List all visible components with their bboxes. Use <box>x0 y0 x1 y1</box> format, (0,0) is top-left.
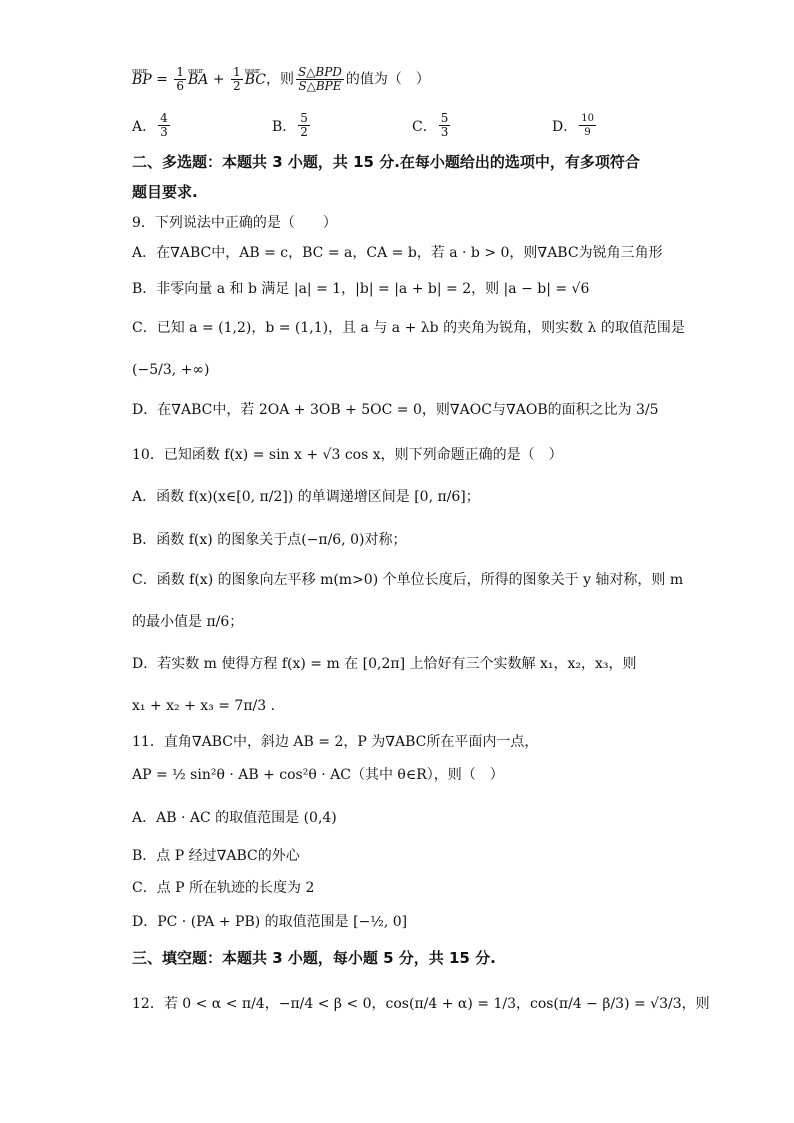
section-heading-fill-in: 三、填空题：本题共 3 小题，每小题 5 分，共 15 分. <box>132 949 496 967</box>
q8-options <box>132 112 692 139</box>
q11-option-d: D．PC · (PA + PB) 的取值范围是 [−½, 0] <box>132 914 408 930</box>
q10-option-d: D．若实数 m 使得方程 f(x) = m 在 [0,2π] 上恰好有三个实数解 x₁，x₂，x₃，则 <box>132 656 637 672</box>
fraction: $\frac{1}{2}$ <box>233 65 241 93</box>
q11-stem: 11．直角∇ABC中，斜边 AB = 2，P 为∇ABC所在平面内一点， <box>132 734 539 750</box>
q9-option-b: B．非零向量 a 和 b 满足 |a| = 1，|b| = |a + b| = 2，则 |a − b| = √6 <box>132 281 590 297</box>
q9-option-d: D．在∇ABC中，若 2OA + 3OB + 5OC = 0，则∇AOC与∇AOB的面积之比为 3/5 <box>132 402 659 418</box>
section-heading-multi-choice-cont: 题目要求. <box>132 183 198 201</box>
q10-option-d-cont: x₁ + x₂ + x₃ = 7π/3 . <box>132 698 276 714</box>
q9-option-a: A．在∇ABC中，AB = c，BC = a，CA = b，若 a · b > 0，则∇ABC为锐角三角形 <box>132 245 663 261</box>
q8-option-b: B． $\frac{5}{2}$ <box>272 111 308 139</box>
q8-option-d: D． $\frac{10}{9}$ <box>552 113 594 138</box>
q8-option-c: C． $\frac{5}{3}$ <box>412 111 449 139</box>
q10-option-c-cont: 的最小值是 π/6； <box>132 614 244 630</box>
q10-option-a: A．函数 f(x)(x∈[0, π/2]) 的单调递增区间是 [0, π/6]； <box>132 489 480 505</box>
vector-bc: uuur BC <box>245 70 266 90</box>
q9-option-c: C．已知 a = (1,2)，b = (1,1)，且 a 与 a + λb 的夹角为锐角，则实数 λ 的取值范围是 <box>132 320 685 336</box>
q11-stem-cont: AP = ½ sin²θ · AB + cos²θ · AC（其中 θ∈R），则（ ） <box>132 767 504 783</box>
q9-option-c-range: (−5/3, +∞) <box>132 362 210 378</box>
q10-stem: 10．已知函数 f(x) = sin x + √3 cos x，则下列命题正确的是（ ） <box>132 447 563 463</box>
section-heading-multi-choice: 二、多选题：本题共 3 小题，共 15 分.在每小题给出的选项中，有多项符合 <box>132 153 640 171</box>
q8-option-a: A． $\frac{4}{3}$ <box>132 111 168 139</box>
q9-stem: 9．下列说法中正确的是（ ） <box>132 215 337 231</box>
q11-option-b: B．点 P 经过∇ABC的外心 <box>132 848 300 864</box>
q10-option-b: B．函数 f(x) 的图象关于点(−π/6, 0)对称； <box>132 532 407 548</box>
q12-stem: 12．若 0 < α < π/4，−π/4 < β < 0，cos(π/4 + α) = 1/3，cos(π/4 − β/3) = √3/3，则 <box>132 996 710 1012</box>
vector-ba: uuur BA <box>188 70 208 90</box>
vector-bp: uuur BP <box>132 70 152 90</box>
area-ratio: $\frac{\text{S△BPD}}{\text{S△BPE}}$ <box>297 65 342 93</box>
q8-expression: uuur BP = $\frac{1}{6}$ uuur BA + $\frac{1}{2}$ uuur BC，则 $\frac{\text{S△BPD}}{\text{S△BPE}}$ 的值为（ ） <box>132 66 430 93</box>
fraction: $\frac{1}{6}$ <box>176 65 184 93</box>
q11-option-c: C．点 P 所在轨迹的长度为 2 <box>132 880 315 896</box>
q10-option-c: C．函数 f(x) 的图象向左平移 m(m>0) 个单位长度后，所得的图象关于 y 轴对称，则 m <box>132 572 684 588</box>
q11-option-a: A．AB · AC 的取值范围是 (0,4) <box>132 810 337 826</box>
